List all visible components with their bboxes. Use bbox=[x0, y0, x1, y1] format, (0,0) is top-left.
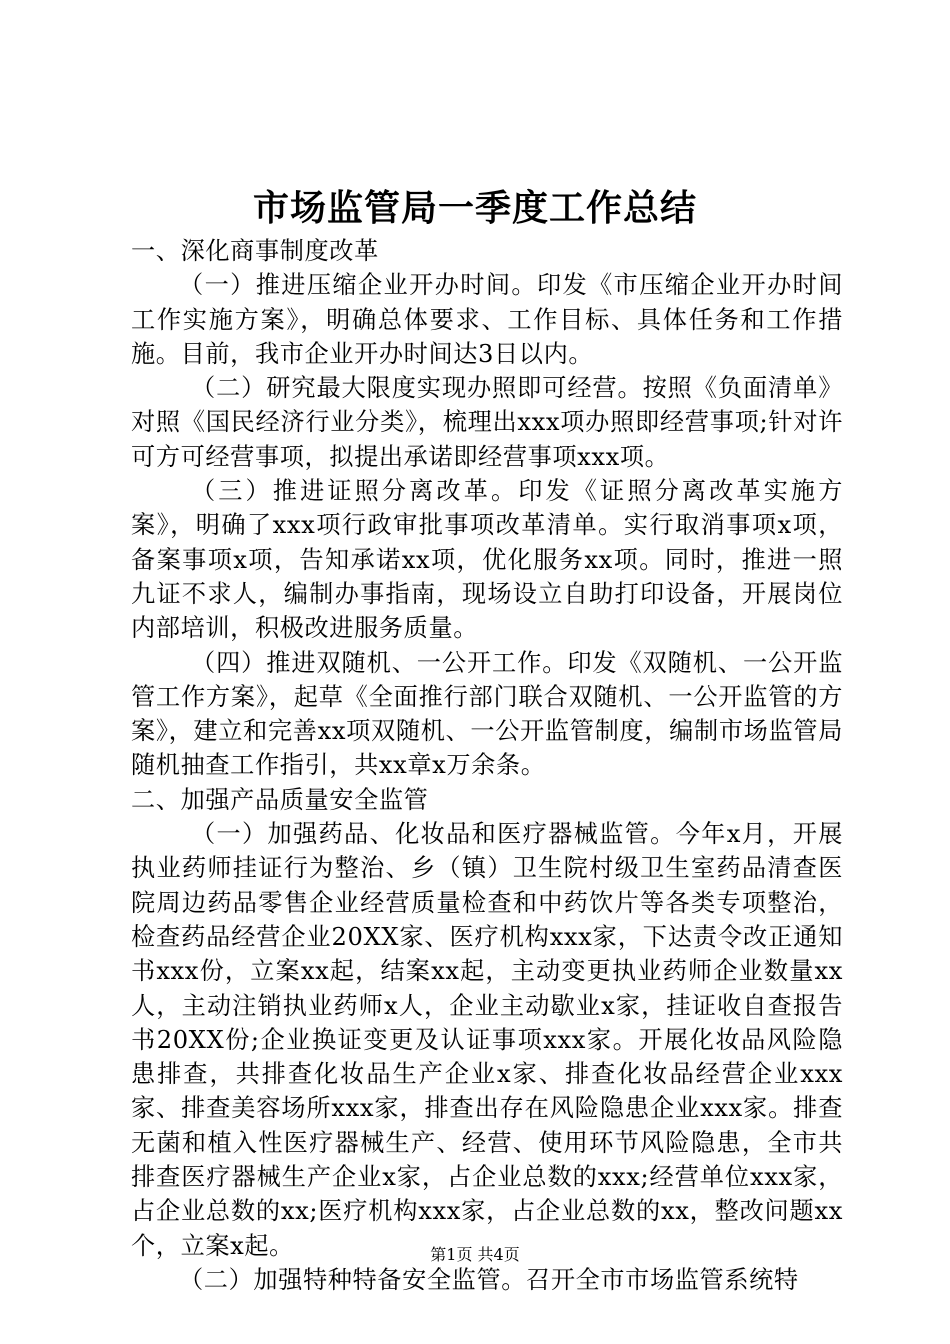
paragraph-1-3: （三）推进证照分离改革。印发《证照分离改革实施方案》，明确了xxx项行政审批事项改革清单。实行取消事项x项，备案事项x项，告知承诺xx项，优化服务xx项。同时，推进一照九证不求人，编制办事指南，现场设立自助打印设备，开展岗位内部培训，积极改进服务质量。 bbox=[131, 477, 843, 643]
paragraph-1-2: （二）研究最大限度实现办照即可经营。按照《负面清单》对照《国民经济行业分类》，梳理出xxx项办照即经营事项;针对许可方可经营事项，拟提出承诺即经营事项xxx项。 bbox=[131, 374, 843, 471]
document-body bbox=[131, 234, 843, 1297]
paragraph-2-2: （二）加强特种特备安全监管。召开全市市场监管系统特 bbox=[179, 1265, 799, 1294]
paragraph-2-1: （一）加强药品、化妆品和医疗器械监管。今年x月，开展执业药师挂证行为整治、乡（镇）卫生院村级卫生室药品清查医院周边药品零售企业经营质量检查和中药饮片等各类专项整治，检查药品经营企业20XX家、医疗机构xxx家，下达责令改正通知书xxx份，立案xx起，结案xx起，主动变更执业药师企业数量xx人，主动注销执业药师x人，企业主动歇业x家，挂证收自查报告书20XX份;企业换证变更及认证事项xxx家。开展化妆品风险隐患排查，共排查化妆品生产企业x家、排查化妆品经营企业xxx家、排查美容场所xxx家，排查出存在风险隐患企业xxx家。排查无菌和植入性医疗器械生产、经营、使用环节风险隐患，全市共排查医疗器械生产企业x家，占企业总数的xxx;经营单位xxx家，占企业总数的xx;医疗机构xxx家，占企业总数的xx，整改问题xx个，立案x起。 bbox=[131, 820, 843, 1260]
paragraph-1-4: （四）推进双随机、一公开工作。印发《双随机、一公开监管工作方案》，起草《全面推行部门联合双随机、一公开监管的方案》，建立和完善xx项双随机、一公开监管制度，编制市场监管局随机抽查工作指引，共xx章x万余条。 bbox=[131, 648, 843, 780]
paragraph-1-1: （一）推进压缩企业开办时间。印发《市压缩企业开办时间工作实施方案》，明确总体要求、工作目标、具体任务和工作措施。目前，我市企业开办时间达3日以内。 bbox=[131, 271, 843, 368]
page-footer: 第1页 共4页 bbox=[430, 1245, 520, 1264]
section-heading-2: 二、加强产品质量安全监管 bbox=[131, 785, 429, 814]
document-title: 市场监管局一季度工作总结 bbox=[252, 187, 697, 229]
section-heading-1: 一、深化商事制度改革 bbox=[131, 237, 379, 265]
